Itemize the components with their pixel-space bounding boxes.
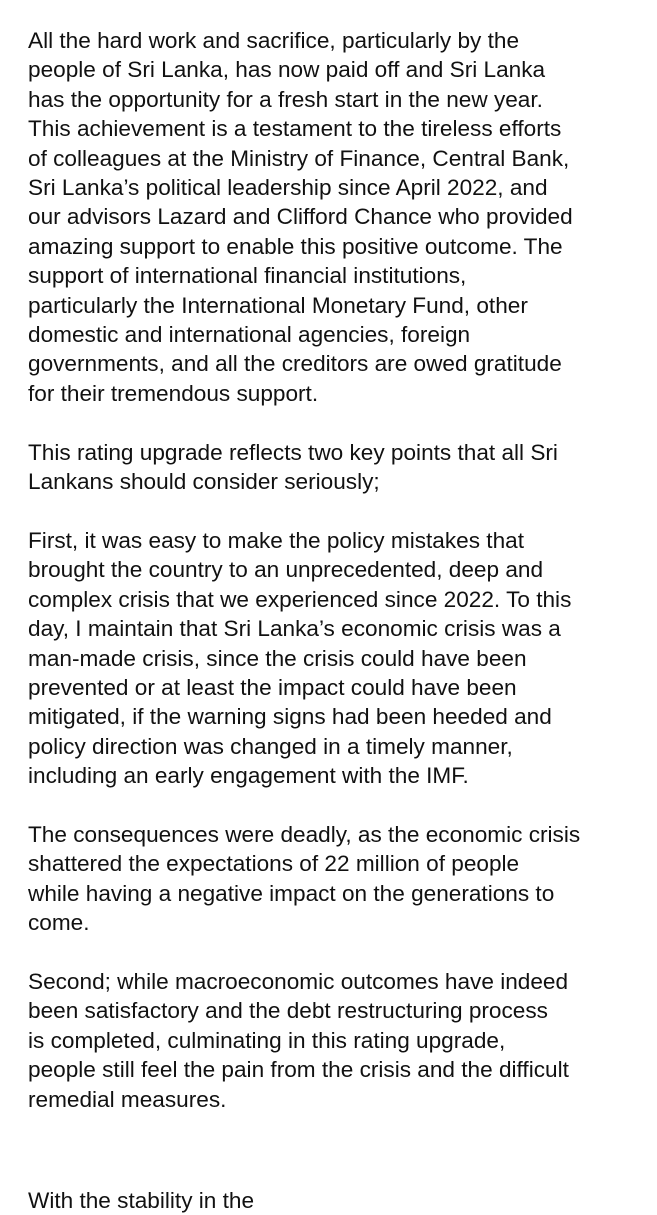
text-line: The consequences were deadly, as the economic crisis bbox=[28, 821, 581, 847]
text-line: brought the country to an unprecedented, deep and bbox=[28, 557, 544, 583]
text-line: has the opportunity for a fresh start in the new year. bbox=[28, 86, 543, 112]
text-line: All the hard work and sacrifice, particularly by the bbox=[28, 28, 520, 53]
text-line: This rating upgrade reflects two key points that all Sri bbox=[28, 439, 558, 465]
text-line: day, I maintain that Sri Lanka’s economic crisis was a bbox=[28, 616, 561, 642]
text-line: complex crisis that we experienced since 2022. To this bbox=[28, 586, 572, 612]
text-line: policy direction was changed in a timely manner, bbox=[28, 733, 513, 759]
text-line: domestic and international agencies, foreign bbox=[28, 322, 471, 348]
paragraph-consequences bbox=[28, 820, 654, 938]
text-line: of colleagues at the Ministry of Finance, Central Bank, bbox=[28, 145, 570, 171]
text-line: support of international financial institutions, bbox=[28, 263, 467, 289]
text-line: is completed, culminating in this rating upgrade, bbox=[28, 1027, 506, 1053]
text-line: remedial measures. bbox=[28, 1086, 227, 1112]
text-line: particularly the International Monetary Fund, other bbox=[28, 292, 528, 318]
paragraph-second-point bbox=[28, 967, 654, 1114]
text-line: including an early engagement with the IMF. bbox=[28, 763, 469, 789]
paragraph-key-points bbox=[28, 438, 654, 497]
text-line: mitigated, if the warning signs had been heeded and bbox=[28, 704, 552, 730]
text-line: our advisors Lazard and Clifford Chance who provided bbox=[28, 204, 573, 230]
text-line: amazing support to enable this positive outcome. The bbox=[28, 233, 563, 259]
text-line: been satisfactory and the debt restructuring process bbox=[28, 998, 548, 1024]
text-line: Sri Lanka’s political leadership since April 2022, and bbox=[28, 175, 548, 201]
text-line: man-made crisis, since the crisis could have been bbox=[28, 645, 527, 671]
text-line: Second; while macroeconomic outcomes have indeed bbox=[28, 968, 569, 994]
text-line: shattered the expectations of 22 million of people bbox=[28, 851, 520, 877]
text-line: This achievement is a testament to the tireless efforts bbox=[28, 116, 562, 142]
document-body bbox=[28, 26, 654, 1143]
text-line: prevented or at least the impact could have been bbox=[28, 674, 517, 700]
text-line: First, it was easy to make the policy mistakes that bbox=[28, 527, 524, 553]
text-line: come. bbox=[28, 910, 90, 936]
text-line: Lankans should consider seriously; bbox=[28, 469, 380, 495]
paragraph-gratitude bbox=[28, 26, 654, 408]
cut-off-text-line: With the stability in the bbox=[28, 1188, 255, 1213]
text-line: while having a negative impact on the generations to bbox=[28, 880, 555, 906]
text-line: people still feel the pain from the crisis and the difficult bbox=[28, 1057, 569, 1083]
text-line: for their tremendous support. bbox=[28, 380, 319, 406]
text-line: people of Sri Lanka, has now paid off and Sri Lanka bbox=[28, 57, 546, 83]
text-line: governments, and all the creditors are owed gratitude bbox=[28, 351, 562, 377]
paragraph-first-point bbox=[28, 526, 654, 791]
